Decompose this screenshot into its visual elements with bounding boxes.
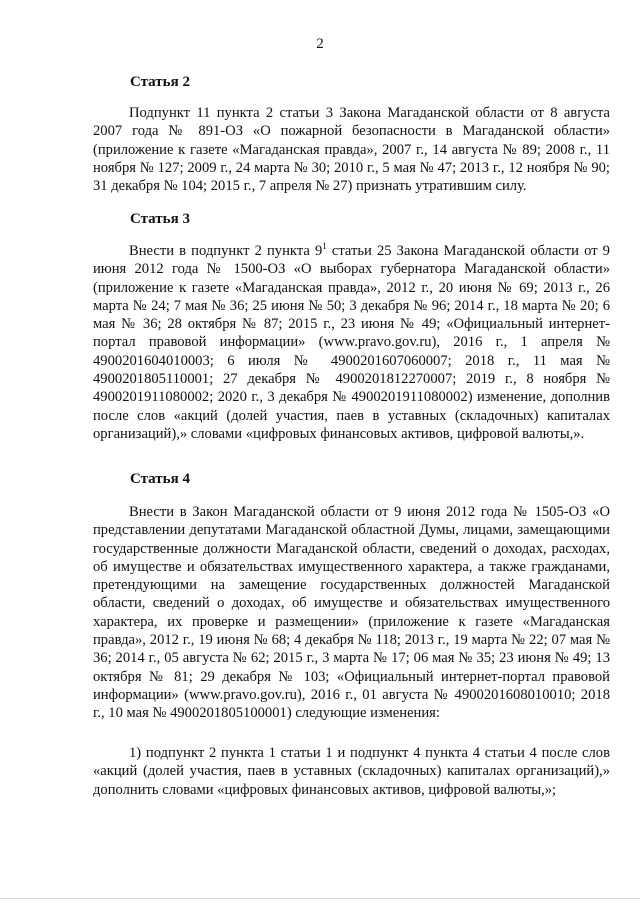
article-4-item-1-text: 1) подпункт 2 пункта 1 статьи 1 и подпункт 4 пункта 4 статьи 4 после слов «акций (долей участия, паев в уставных (складочных) капиталах организаций),» дополнить словами «цифровых финансовых активов, цифровой валюты,»; bbox=[93, 745, 610, 798]
article-4-heading: Статья 4 bbox=[130, 471, 190, 487]
page-bottom-edge bbox=[0, 898, 640, 899]
article-3-superscript: 1 bbox=[322, 241, 327, 252]
article-3-text-start: Внести в подпункт 2 пункта 9 bbox=[129, 243, 323, 259]
article-4-paragraph bbox=[93, 503, 610, 723]
article-3-text-end: статьи 25 Закона Магаданской области от 9 июня 2012 года № 1500-ОЗ «О выборах губернатора Магаданской области» (приложение к газете «Магаданская правда», 2012 г., 20 июня № 69; 2013 г., 26 марта № 24; 7 мая № 36; 25 июня № 50; 3 декабря № 96; 2014 г., 18 марта № 20; 6 мая № 36; 28 октября № 87; 2015 г., 23 июня № 49; «Официальный интернет-портал правовой информации» (www.pravo.gov.ru), 2016 г., 1 апреля № 4900201604010003; 6 июля № 4900201607060007; 2018 г., 11 мая № 4900201805110001; 27 декабря № 4900201812270007; 2019 г., 8 ноября № 4900201911080002; 2020 г., 3 декабря № 4900201911080002) изменение, дополнив после слов «акций (долей участия, паев в уставных (складочных) капиталах организаций),» словами «цифровых финансовых активов, цифровой валюты,». bbox=[93, 243, 610, 442]
article-2-paragraph bbox=[93, 104, 610, 195]
article-4-item-1 bbox=[93, 744, 610, 799]
article-4-text: Внести в Закон Магаданской области от 9 июня 2012 года № 1505-ОЗ «О представлении депутатами Магаданской областной Думы, лицами, замещающими государственные должности Магаданской области, сведений о доходах, расходах, об имуществе и обязательствах имущественного характера, а также гражданами, претендующими на замещение государственных должностей Магаданской области, сведений о доходах, об имуществе и обязательствах имущественного характера, их проверке и размещении» (приложение к газете «Магаданская правда», 2012 г., 19 июня № 68; 4 декабря № 118; 2013 г., 19 марта № 22; 07 мая № 36; 2014 г., 05 августа № 62; 2015 г., 3 марта № 17; 06 мая № 35; 23 июня № 49; 13 октября № 81; 29 декабря № 103; «Официальный интернет-портал правовой информации» (www.pravo.gov.ru), 2016 г., 01 августа № 4900201608010010; 2018 г., 10 мая № 4900201805100001) следующие изменения: bbox=[93, 504, 610, 722]
page-number: 2 bbox=[316, 36, 324, 52]
article-3-paragraph bbox=[93, 242, 610, 443]
article-2-heading: Статья 2 bbox=[130, 74, 190, 90]
article-2-text: Подпункт 11 пункта 2 статьи 3 Закона Магаданской области от 8 августа 2007 года № 891-ОЗ «О пожарной безопасности в Магаданской области» (приложение к газете «Магаданская правда», 2007 г., 14 августа № 89; 2008 г., 11 ноября № 127; 2009 г., 24 марта № 30; 2010 г., 5 мая № 47; 2013 г., 12 ноября № 90; 31 декабря № 104; 2015 г., 7 апреля № 27) признать утратившим силу. bbox=[93, 105, 610, 195]
article-3-heading: Статья 3 bbox=[130, 211, 190, 227]
